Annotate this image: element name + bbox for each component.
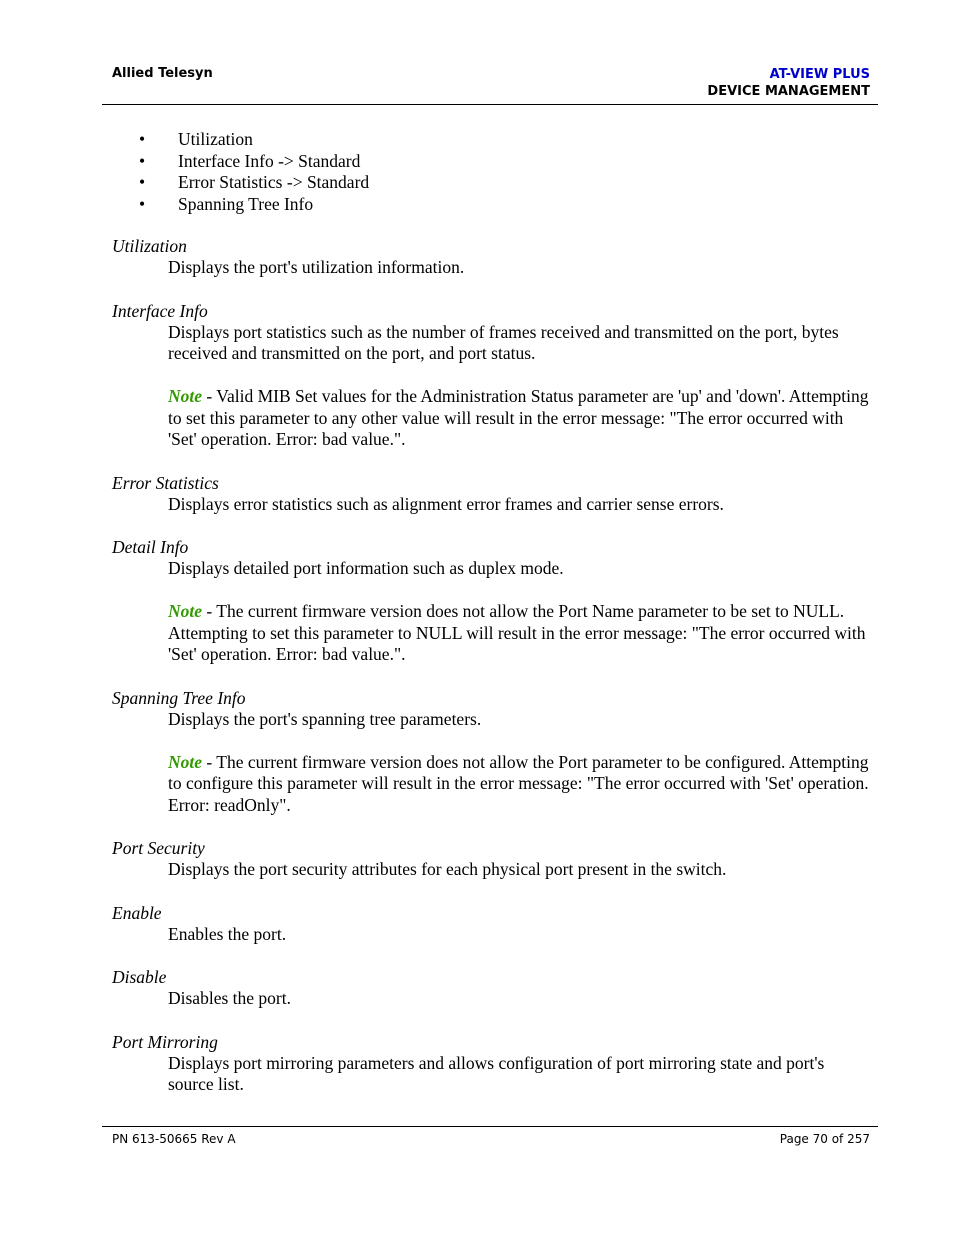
definition-description: Disables the port. bbox=[168, 988, 291, 1008]
section-name: DEVICE MANAGEMENT bbox=[707, 84, 870, 99]
list-item-text: Spanning Tree Info bbox=[178, 193, 314, 214]
list-item bbox=[112, 171, 872, 193]
definition-description: Displays error statistics such as alignment error frames and carrier sense errors. bbox=[168, 493, 724, 514]
bullet-icon: • bbox=[139, 193, 146, 214]
definition-term: Spanning Tree Info bbox=[112, 687, 246, 708]
definition-spanning-tree-info bbox=[112, 687, 872, 817]
list-item-text: Error Statistics -> Standard bbox=[178, 172, 370, 192]
list-item bbox=[112, 150, 872, 172]
footer-rule bbox=[102, 1126, 878, 1127]
definition-description: Displays detailed port information such as duplex mode. bbox=[168, 558, 564, 578]
note-paragraph bbox=[168, 752, 872, 817]
page-number: Page 70 of 257 bbox=[779, 1132, 870, 1146]
definition-detail-info bbox=[112, 536, 872, 666]
definition-term: Detail Info bbox=[112, 537, 189, 557]
definition-term: Port Mirroring bbox=[112, 1031, 218, 1052]
part-number: PN 613-50665 Rev A bbox=[112, 1132, 236, 1146]
definition-description: Displays the port's utilization information. bbox=[168, 257, 465, 277]
bullet-icon: • bbox=[139, 172, 146, 192]
definition-utilization bbox=[112, 235, 872, 279]
header-rule bbox=[102, 104, 878, 105]
note-text: - Valid MIB Set values for the Administration Status parameter are 'up' and 'down'. Attempting to set this parameter to any other value will result in the error message: "The error occurred with 'Set' operation. Error: bad value.". bbox=[168, 386, 869, 449]
definition-enable bbox=[112, 902, 872, 946]
running-header bbox=[707, 66, 870, 100]
note-text: - The current firmware version does not allow the Port Name parameter to be set to NULL. Attempting to set this parameter to NULL will result in the error message: "The error occurred with 'Set' operation. Error: bad value.". bbox=[168, 601, 866, 664]
note-paragraph bbox=[168, 601, 872, 666]
definition-term: Utilization bbox=[112, 236, 187, 256]
product-name: AT-VIEW PLUS bbox=[769, 67, 870, 82]
note-paragraph bbox=[168, 386, 872, 451]
note-text: - The current firmware version does not allow the Port parameter to be configured. Attempting to configure this parameter will result in the error message: "The error occurred with 'Set' operation. Error: readOnly". bbox=[168, 751, 869, 815]
bullet-icon: • bbox=[139, 150, 146, 171]
definition-description: Displays port mirroring parameters and allows configuration of port mirroring state and port's source list. bbox=[168, 1052, 825, 1094]
bullet-icon: • bbox=[139, 129, 146, 149]
definition-interface-info bbox=[112, 300, 872, 451]
definition-error-statistics bbox=[112, 472, 872, 516]
bullet-list bbox=[112, 128, 872, 214]
definition-term: Port Security bbox=[112, 838, 205, 858]
definition-description: Displays port statistics such as the number of frames received and transmitted on the port, bytes received and transmitted on the port, and port status. bbox=[168, 321, 839, 363]
definition-term: Interface Info bbox=[112, 300, 208, 321]
list-item-text: Utilization bbox=[178, 129, 253, 149]
definition-term: Disable bbox=[112, 967, 167, 987]
list-item bbox=[112, 128, 872, 150]
note-label: Note bbox=[168, 601, 203, 621]
definition-port-mirroring bbox=[112, 1031, 872, 1096]
definition-disable bbox=[112, 966, 872, 1010]
definition-port-security bbox=[112, 837, 872, 881]
list-item-text: Interface Info -> Standard bbox=[178, 150, 361, 171]
note-label: Note bbox=[168, 751, 203, 772]
definition-description: Displays the port security attributes for each physical port present in the switch. bbox=[168, 859, 727, 879]
note-label: Note bbox=[168, 386, 203, 406]
definition-description: Enables the port. bbox=[168, 923, 287, 944]
definition-term: Error Statistics bbox=[112, 472, 219, 493]
definition-description: Displays the port's spanning tree parameters. bbox=[168, 708, 482, 729]
definition-term: Enable bbox=[112, 902, 162, 923]
page-body bbox=[112, 128, 872, 1096]
list-item bbox=[112, 193, 872, 215]
company-name: Allied Telesyn bbox=[112, 66, 213, 81]
